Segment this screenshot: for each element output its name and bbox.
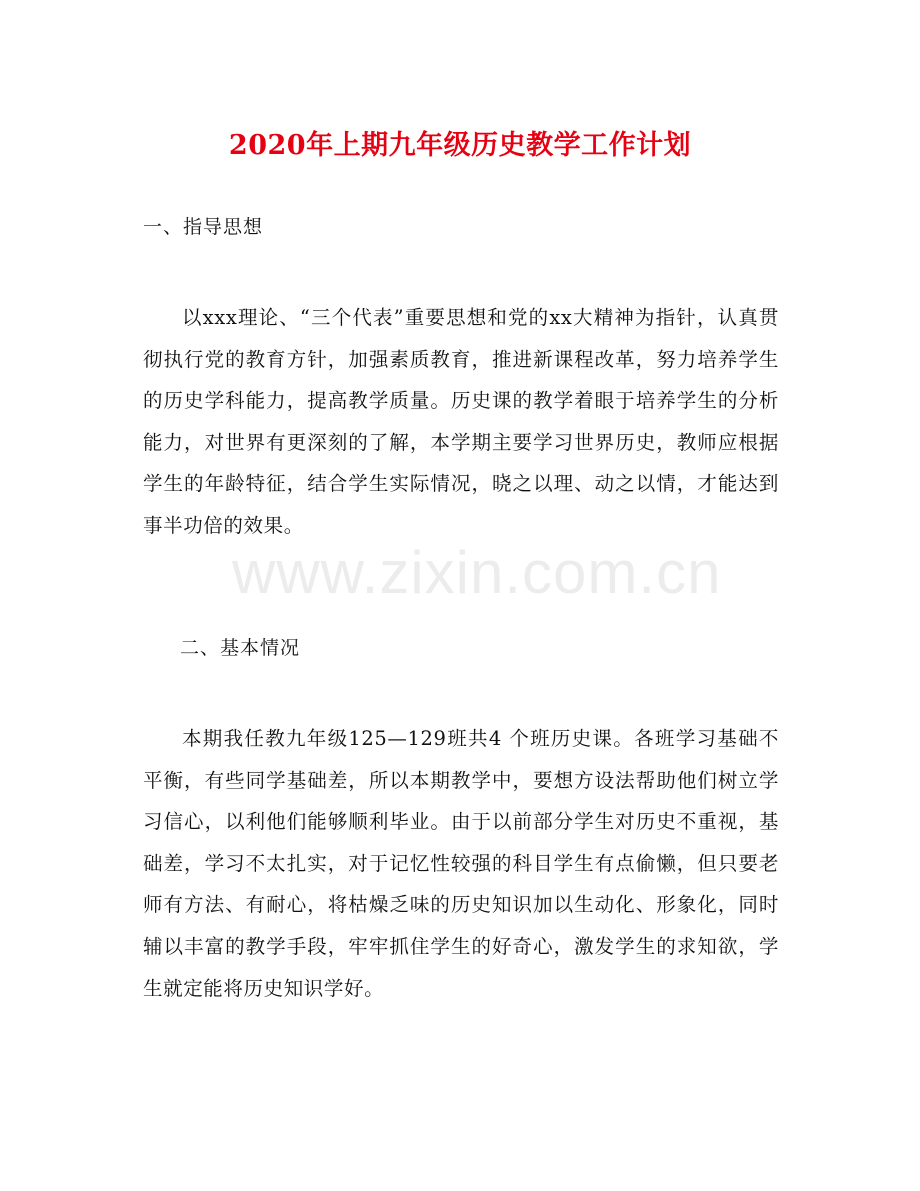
section-paragraph-basic-situation: 本期我任教九年级125—129班共4 个班历史课。各班学习基础不平衡，有些同学基础差，所以本期教学中，要想方设法帮助他们树立学习信心，以利他们能够顺利毕业。由于以前部分学生对历史不重视，基础差，学习不太扎实，对于记忆性较强的科目学生有点偷懒，但只要老师有方法、有耐心，将枯燥乏味的历史知识加以生动化、形象化，同时辅以丰富的教学手段，牢牢抓住学生的好奇心，激发学生的求知欲，学生就定能将历史知识学好。 <box>143 727 779 1000</box>
section-heading-basic-situation: 二、基本情况 <box>180 637 301 659</box>
section-heading-guiding-ideology: 一、指导思想 <box>143 216 264 238</box>
watermark: www.zixin.com.cn <box>232 539 722 606</box>
section-paragraph-guiding-ideology: 以xxx理论、“三个代表”重要思想和党的xx大精神为指针，认真贯彻执行党的教育方针，加强素质教育，推进新课程改革，努力培养学生的历史学科能力，提高教学质量。历史课的教学着眼于培养学生的分析能力，对世界有更深刻的了解，本学期主要学习世界历史，教师应根据学生的年龄特征，结合学生实际情况，晓之以理、动之以情，才能达到事半功倍的效果。 <box>143 306 779 537</box>
document-title: 2020年上期九年级历史教学工作计划 <box>228 130 692 161</box>
